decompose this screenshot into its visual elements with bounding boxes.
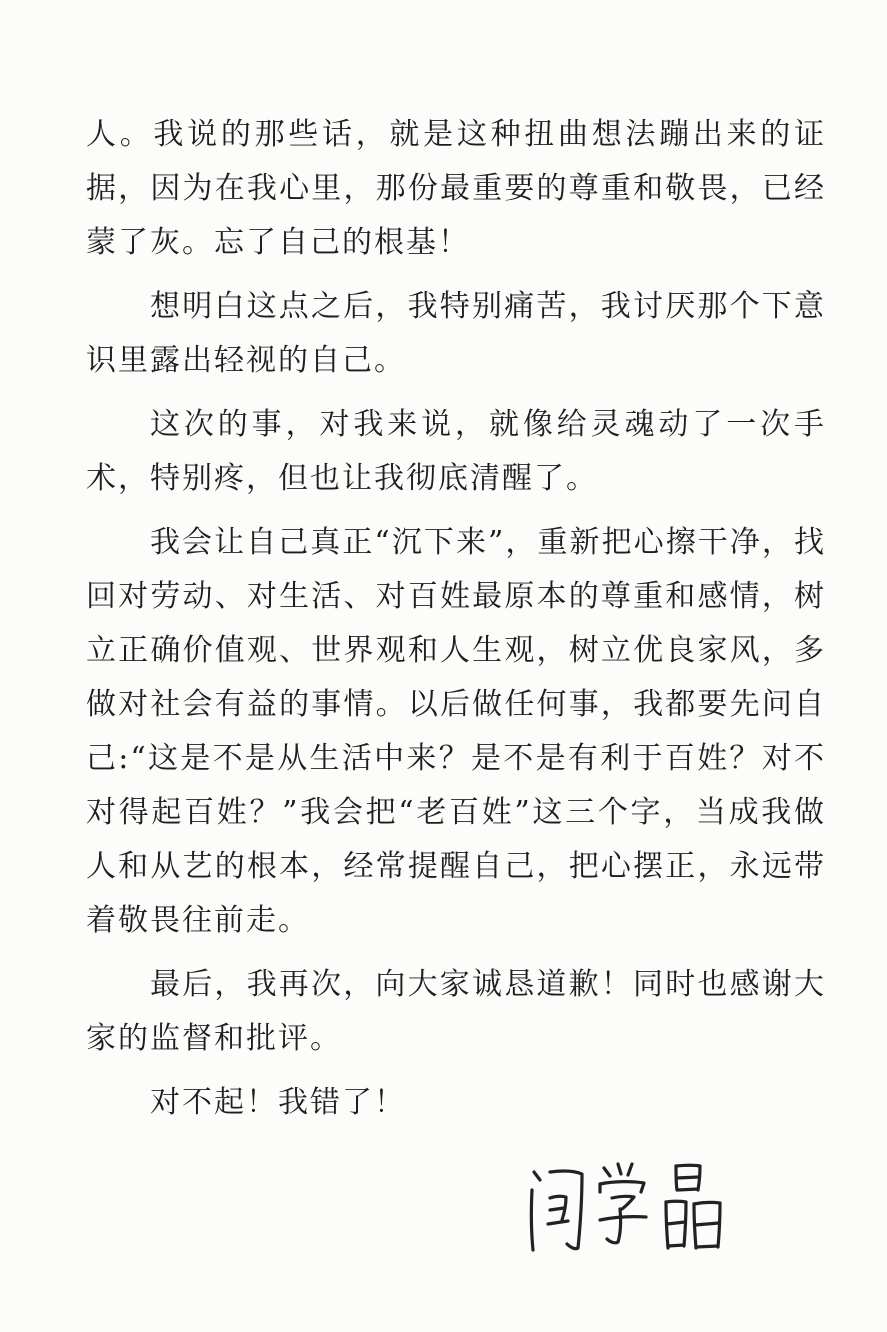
paragraph-2: 想明白这点之后，我特别痛苦，我讨厌那个下意识里露出轻视的自己。 — [86, 289, 826, 378]
paragraph-5: 最后，我再次，向大家诚恳道歉！同时也感谢大家的监督和批评。 — [86, 967, 826, 1056]
paragraph-1: 人。我说的那些话，就是这种扭曲想法蹦出来的证据，因为在我心里，那份最重要的尊重和敬畏，已经蒙了灰。忘了自己的根基！ — [86, 117, 826, 260]
signature-drawing — [520, 1150, 740, 1260]
paragraph-4: 我会让自己真正“沉下来”，重新把心擦干净，找回对劳动、对生活、对百姓最原本的尊重和感情，树立正确价值观、世界观和人生观，树立优良家风，多做对社会有益的事情。以后做任何事，我都要先问自己:“这是不是从生活中来？是不是有利于百姓？对不对得起百姓？”我会把“老百姓”这三个字，当成我做人和从艺的根本，经常提醒自己，把心摆正，永远带着敬畏往前走。 — [86, 525, 826, 938]
paragraph-6: 对不起！我错了！ — [150, 1085, 406, 1120]
handwritten-signature — [520, 1150, 740, 1260]
letter-body — [86, 108, 826, 1140]
paragraph-3: 这次的事，对我来说，就像给灵魂动了一次手术，特别疼，但也让我彻底清醒了。 — [86, 407, 826, 496]
